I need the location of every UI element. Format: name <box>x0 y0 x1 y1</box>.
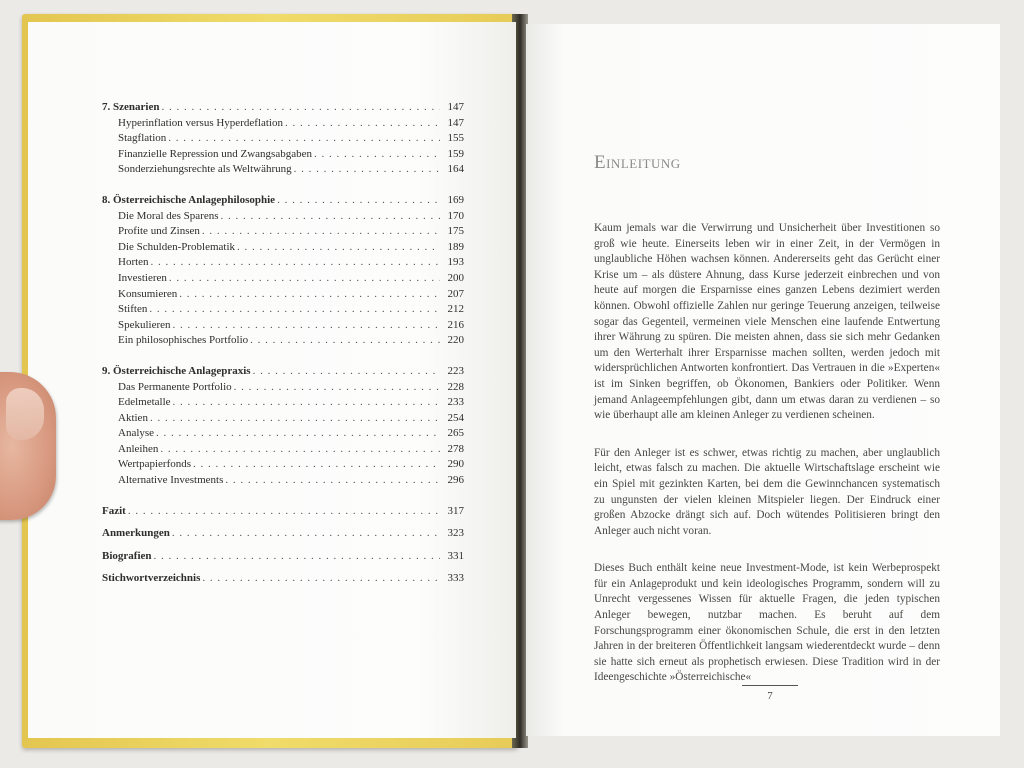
toc-item <box>102 426 464 442</box>
toc-item <box>102 395 464 411</box>
toc-entry-page: 164 <box>447 163 464 176</box>
toc-leader-dots <box>156 426 440 442</box>
toc-leader-dots <box>221 209 440 225</box>
toc-entry-page: 296 <box>447 474 464 487</box>
toc-entry-page: 233 <box>447 396 464 409</box>
toc-spacer <box>102 349 464 364</box>
toc-entry-page: 189 <box>447 240 464 253</box>
toc-entry-page: 170 <box>447 209 464 222</box>
toc-item <box>102 255 464 271</box>
toc-spacer <box>102 489 464 504</box>
toc-item <box>102 271 464 287</box>
toc-entry-page: 175 <box>447 225 464 238</box>
toc-entry-page: 265 <box>447 427 464 440</box>
toc-leader-dots <box>173 318 440 334</box>
toc-entry-page: 290 <box>447 458 464 471</box>
toc-leader-dots <box>285 116 440 132</box>
toc-item <box>102 224 464 240</box>
toc-entry-page: 216 <box>447 318 464 331</box>
toc-item <box>102 473 464 489</box>
toc-leader-dots <box>234 380 440 396</box>
toc-spacer <box>102 178 464 193</box>
toc-leader-dots <box>154 549 441 565</box>
toc-leader-dots <box>172 526 440 542</box>
toc-leader-dots <box>168 131 440 147</box>
body-paragraph: Dieses Buch enthält keine neue Investment-Mode, ist kein Werbeprospekt für ein Anlageprodukt und kein ideologisches Programm, sondern will zu Unrecht vergessenes Wissen für aktuelle Fragen, die jeden typischen Anleger bewegen, nutzbar machen. Es beruht auf dem Forschungsprogramm einer ökonomischen Schule, die erst in den letzten Jahren in der breiteren Öffentlichkeit langsam wiederentdeckt wurde – denn sie hatte sich erneut als prophetisch erwiesen. Diese Tradition wird in der Ideengeschichte »Österreichische« <box>594 562 940 684</box>
toc-entry-title: Investieren <box>118 271 167 284</box>
toc-leader-dots <box>128 504 440 520</box>
page-number: 7 <box>767 690 773 702</box>
toc-leader-dots <box>179 287 440 303</box>
toc-item <box>102 318 464 334</box>
toc-leader-dots <box>253 364 440 380</box>
toc-entry-page: 220 <box>447 334 464 347</box>
page-number-rule <box>742 685 798 686</box>
toc-item <box>102 131 464 147</box>
toc-entry-page: 147 <box>447 116 464 129</box>
toc-item <box>102 116 464 132</box>
toc-entry-page: 207 <box>447 287 464 300</box>
toc-entry-page: 193 <box>447 256 464 269</box>
toc-item <box>102 302 464 318</box>
toc-anmerkungen <box>102 526 464 542</box>
thumbnail-nail <box>6 388 44 440</box>
toc-item <box>102 442 464 458</box>
toc-item <box>102 287 464 303</box>
toc-entry-page: 212 <box>447 303 464 316</box>
toc-entry-title: Stichwortverzeichnis <box>102 572 201 585</box>
toc-item <box>102 411 464 427</box>
toc-item <box>102 147 464 163</box>
toc-leader-dots <box>314 147 440 163</box>
toc-chapter-7 <box>102 100 464 116</box>
toc-entry-title: Biografien <box>102 549 152 562</box>
toc-fazit <box>102 504 464 520</box>
toc-entry-page: 331 <box>447 549 464 562</box>
toc-leader-dots <box>294 162 440 178</box>
chapter-body <box>594 221 940 708</box>
toc-leader-dots <box>151 255 440 271</box>
toc-entry-title: Finanzielle Repression und Zwangsabgaben <box>118 147 312 160</box>
toc-entry-page: 147 <box>447 101 464 113</box>
toc-leader-dots <box>169 271 440 287</box>
toc-leader-dots <box>193 457 440 473</box>
toc-leader-dots <box>225 473 440 489</box>
toc-item <box>102 209 464 225</box>
toc-leader-dots <box>277 193 440 209</box>
toc-entry-page: 155 <box>447 132 464 145</box>
toc-entry-title: Ein philosophisches Portfolio <box>118 334 249 347</box>
toc-entry-title: Alternative Investments <box>118 474 224 487</box>
toc-entry-title: 7. Szenarien <box>102 101 160 113</box>
toc-entry-title: Die Moral des Sparens <box>118 209 219 222</box>
toc-entry-title: Wertpapierfonds <box>118 458 192 471</box>
toc-entry-title: Horten <box>118 256 149 269</box>
toc-entry-page: 223 <box>447 364 464 377</box>
toc-leader-dots <box>202 224 440 240</box>
toc-entry-title: Edelmetalle <box>118 396 171 409</box>
toc-entry-title: Anmerkungen <box>102 527 170 540</box>
toc-entry-page: 317 <box>447 504 464 517</box>
table-of-contents <box>102 100 464 587</box>
toc-entry-title: Aktien <box>118 411 148 424</box>
toc-leader-dots <box>161 100 440 116</box>
toc-entry-page: 323 <box>447 527 464 540</box>
toc-leader-dots <box>149 302 440 318</box>
toc-biografien <box>102 549 464 565</box>
toc-item <box>102 333 464 349</box>
toc-leader-dots <box>237 240 440 256</box>
toc-entry-title: Stiften <box>118 303 148 316</box>
toc-entry-page: 200 <box>447 271 464 284</box>
toc-entry-page: 169 <box>447 193 464 206</box>
toc-entry-title: Hyperinflation versus Hyperdeflation <box>118 116 283 129</box>
toc-entry-title: 8. Österreichische Anlagephilosophie <box>102 193 276 206</box>
toc-entry-page: 159 <box>447 147 464 160</box>
toc-entry-title: Fazit <box>102 504 126 517</box>
toc-entry-title: Stagflation <box>118 132 167 145</box>
toc-entry-page: 254 <box>447 411 464 424</box>
toc-stichwortverzeichnis <box>102 571 464 587</box>
toc-entry-title: Spekulieren <box>118 318 171 331</box>
toc-entry-page: 228 <box>447 380 464 393</box>
toc-leader-dots <box>160 442 440 458</box>
toc-entry-page: 278 <box>447 442 464 455</box>
toc-item <box>102 457 464 473</box>
toc-entry-page: 333 <box>447 572 464 585</box>
body-paragraph: Für den Anleger ist es schwer, etwas richtig zu machen, aber unglaublich leicht, etwas falsch zu machen. Die aktuelle Wirtschaftslage erscheint wie ein Spiel mit gezinkten Karten, bei dem die Gewinnchancen systematisch zu ungunsten der vielen kleinen Mitspieler liegen. Der Eindruck einer großen Abzocke drängt sich auf. Doch wütendes Politisieren bringt den Anleger auch nicht voran. <box>594 446 940 537</box>
toc-leader-dots <box>202 571 440 587</box>
toc-item <box>102 162 464 178</box>
toc-leader-dots <box>173 395 440 411</box>
toc-leader-dots <box>250 333 440 349</box>
toc-entry-title: Anleihen <box>118 442 159 455</box>
toc-entry-title: Konsumieren <box>118 287 178 300</box>
toc-entry-title: Sonderziehungsrechte als Weltwährung <box>118 163 292 176</box>
toc-leader-dots <box>150 411 440 427</box>
body-paragraph: Kaum jemals war die Verwirrung und Unsicherheit über Investitionen so groß wie heute. Einerseits leben wir in einer Zeit, in der Vermögen in unglaubliche Höhen wachsen können. Andererseits geht das Gerücht einer Krise um – als düstere Ahnung, dass Kurse jederzeit einbrechen und von heute auf morgen die Ersparnisse eines ganzen Lebens dezimiert werden können. Obwohl offizielle Zahlen nur geringe Teuerung anzeigen, teilweise sogar das Gegenteil, vermeinen viele Menschen eine laufende Entwertung ihrer Währung zu spüren. Die meisten ahnen, dass sie sich mehr Gedanken um den Werterhalt ihrer Ersparnisse machen sollten, werden jedoch mit widersprüchlichen Antworten konfrontiert. Das Vertrauen in die »Experten« ist im Sinken begriffen, ob Ökonomen, Bankiers oder Politiker. Wenn jemand Anlageempfehlungen gibt, dann um etwas daran zu verdienen – so wie überhaupt alle am kleinen Anleger zu verdienen scheinen. <box>594 222 940 422</box>
toc-entry-title: Die Schulden-Problematik <box>118 240 236 253</box>
toc-chapter-9 <box>102 364 464 380</box>
toc-entry-title: 9. Österreichische Anlagepraxis <box>102 364 251 377</box>
toc-item <box>102 240 464 256</box>
toc-item <box>102 380 464 396</box>
toc-entry-title: Analyse <box>118 427 155 440</box>
toc-entry-title: Profite und Zinsen <box>118 225 200 238</box>
toc-chapter-8 <box>102 193 464 209</box>
chapter-title: Einleitung <box>594 152 681 173</box>
toc-entry-title: Das Permanente Portfolio <box>118 380 232 393</box>
